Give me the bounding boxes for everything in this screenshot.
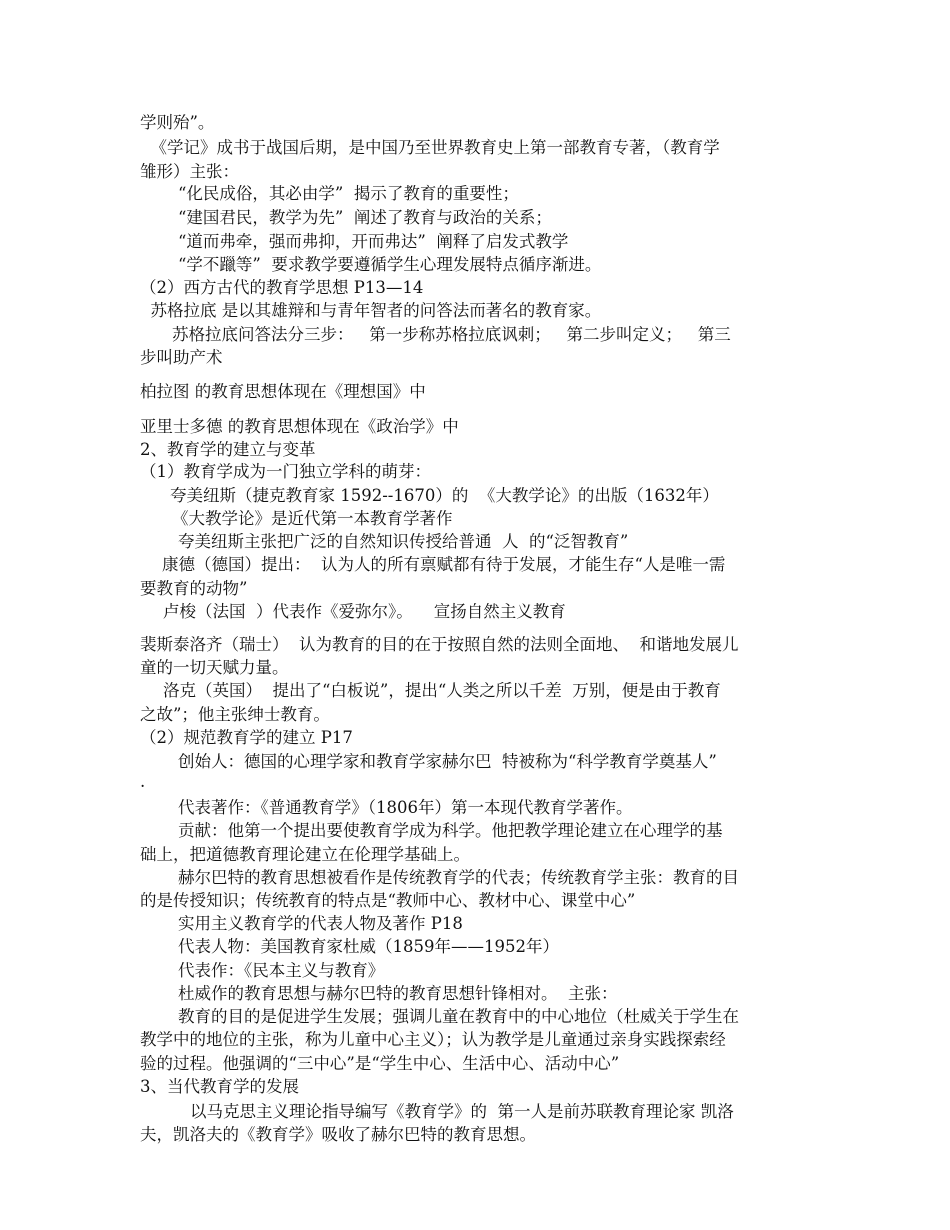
text-line: 教学中的地位的主张，称为儿童中心主义）；认为教学是儿童通过亲身实践探索经 xyxy=(140,1030,726,1049)
text-line: 洛克（英国） 提出了“白板说”，提出“人类之所以千差 万别，便是由于教育 xyxy=(163,681,721,700)
text-line: 卢梭（法国 ）代表作《爱弥尔》。 宣扬自然主义教育 xyxy=(163,602,566,621)
text-line: “化民成俗，其必由学” 揭示了教育的重要性； xyxy=(178,184,519,203)
text-line: 的是传授知识；传统教育的特点是“教师中心、教材中心、课堂中心” xyxy=(140,891,636,910)
text-line: 步叫助产术 xyxy=(140,348,223,367)
text-line: 亚里士多德 的教育思想体现在《政治学》中 xyxy=(140,417,459,436)
text-line: 教育的目的是促进学生发展；强调儿童在教育中的中心地位（杜威关于学生在 xyxy=(178,1007,739,1026)
text-line: “学不躐等” 要求教学要遵循学生心理发展特点循序渐进。 xyxy=(178,255,602,274)
text-line: 要教育的动物” xyxy=(140,579,248,598)
section-heading: 3、当代教育学的发展 xyxy=(140,1077,299,1096)
text-line: 裴斯泰洛齐（瑞士） 认为教育的目的在于按照自然的法则全面地、 和谐地发展儿 xyxy=(140,635,739,654)
text-line: 杜威作的教育思想与赫尔巴特的教育思想针锋相对。 主张： xyxy=(178,984,618,1003)
text-line: 苏格拉底问答法分三步： 第一步称苏格拉底讽刺； 第二步叫定义； 第三 xyxy=(172,325,731,344)
text-line: 《学记》成书于战国后期，是中国乃至世界教育史上第一部教育专著，（教育学 xyxy=(140,138,720,157)
text-line: 康德（德国）提出： 认为人的所有禀赋都有待于发展，才能生存“人是唯一需 xyxy=(162,555,726,574)
text-line: “建国君民，教学为先” 阐述了教育与政治的关系； xyxy=(178,208,552,227)
text-line: 《大教学论》是近代第一本教育学著作 xyxy=(172,509,453,528)
text-line: 柏拉图 的教育思想体现在《理想国》中 xyxy=(140,382,426,401)
text-line: 础上，把道德教育理论建立在伦理学基础上。 xyxy=(140,845,470,864)
text-line: 验的过程。他强调的“三中心”是“学生中心、生活中心、活动中心” xyxy=(140,1054,620,1073)
text-line: 之故”；他主张绅士教育。 xyxy=(140,705,330,724)
text-line: 代表作：《民本主义与教育》 xyxy=(178,961,385,980)
text-line: 实用主义教育学的代表人物及著作 P18 xyxy=(178,914,463,933)
text-line: 苏格拉底 是以其雄辩和与青年智者的问答法而著名的教育家。 xyxy=(140,301,602,320)
text-line: 代表人物：美国教育家杜威（1859年——1952年） xyxy=(178,937,559,956)
text-line: . xyxy=(140,772,146,791)
text-line: “道而弗牵，强而弗抑，开而弗达” 阐释了启发式教学 xyxy=(178,232,569,251)
text-line: 雏形）主张： xyxy=(140,162,239,181)
text-line: 创始人：德国的心理学家和教育学家赫尔巴 特被称为“科学教育学奠基人” xyxy=(178,752,717,771)
section-heading: 2、教育学的建立与变革 xyxy=(140,440,316,459)
text-line: 赫尔巴特的教育思想被看作是传统教育学的代表；传统教育学主张：教育的目 xyxy=(178,868,739,887)
section-heading: （2）规范教育学的建立 P17 xyxy=(140,728,353,747)
section-heading: （1）教育学成为一门独立学科的萌芽： xyxy=(140,462,431,481)
text-line: 夸美纽斯主张把广泛的自然知识传授给普通 人 的“泛智教育” xyxy=(178,532,629,551)
text-line: 童的一切天赋力量。 xyxy=(140,658,289,677)
text-line: 夫，凯洛夫的《教育学》吸收了赫尔巴特的教育思想。 xyxy=(140,1125,536,1144)
text-line: 以马克思主义理论指导编写《教育学》的 第一人是前苏联教育理论家 凯洛 xyxy=(190,1102,734,1121)
section-heading: （2）西方古代的教育学思想 P13—14 xyxy=(140,278,424,297)
text-line: 贡献：他第一个提出要使教育学成为科学。他把教学理论建立在心理学的基 xyxy=(178,821,723,840)
text-line: 学则殆”。 xyxy=(140,113,215,132)
text-line: 代表著作：《普通教育学》（1806年）第一本现代教育学著作。 xyxy=(178,798,633,817)
text-line: 夸美纽斯（捷克教育家 1592--1670）的 《大教学论》的出版（1632年） xyxy=(170,486,719,505)
